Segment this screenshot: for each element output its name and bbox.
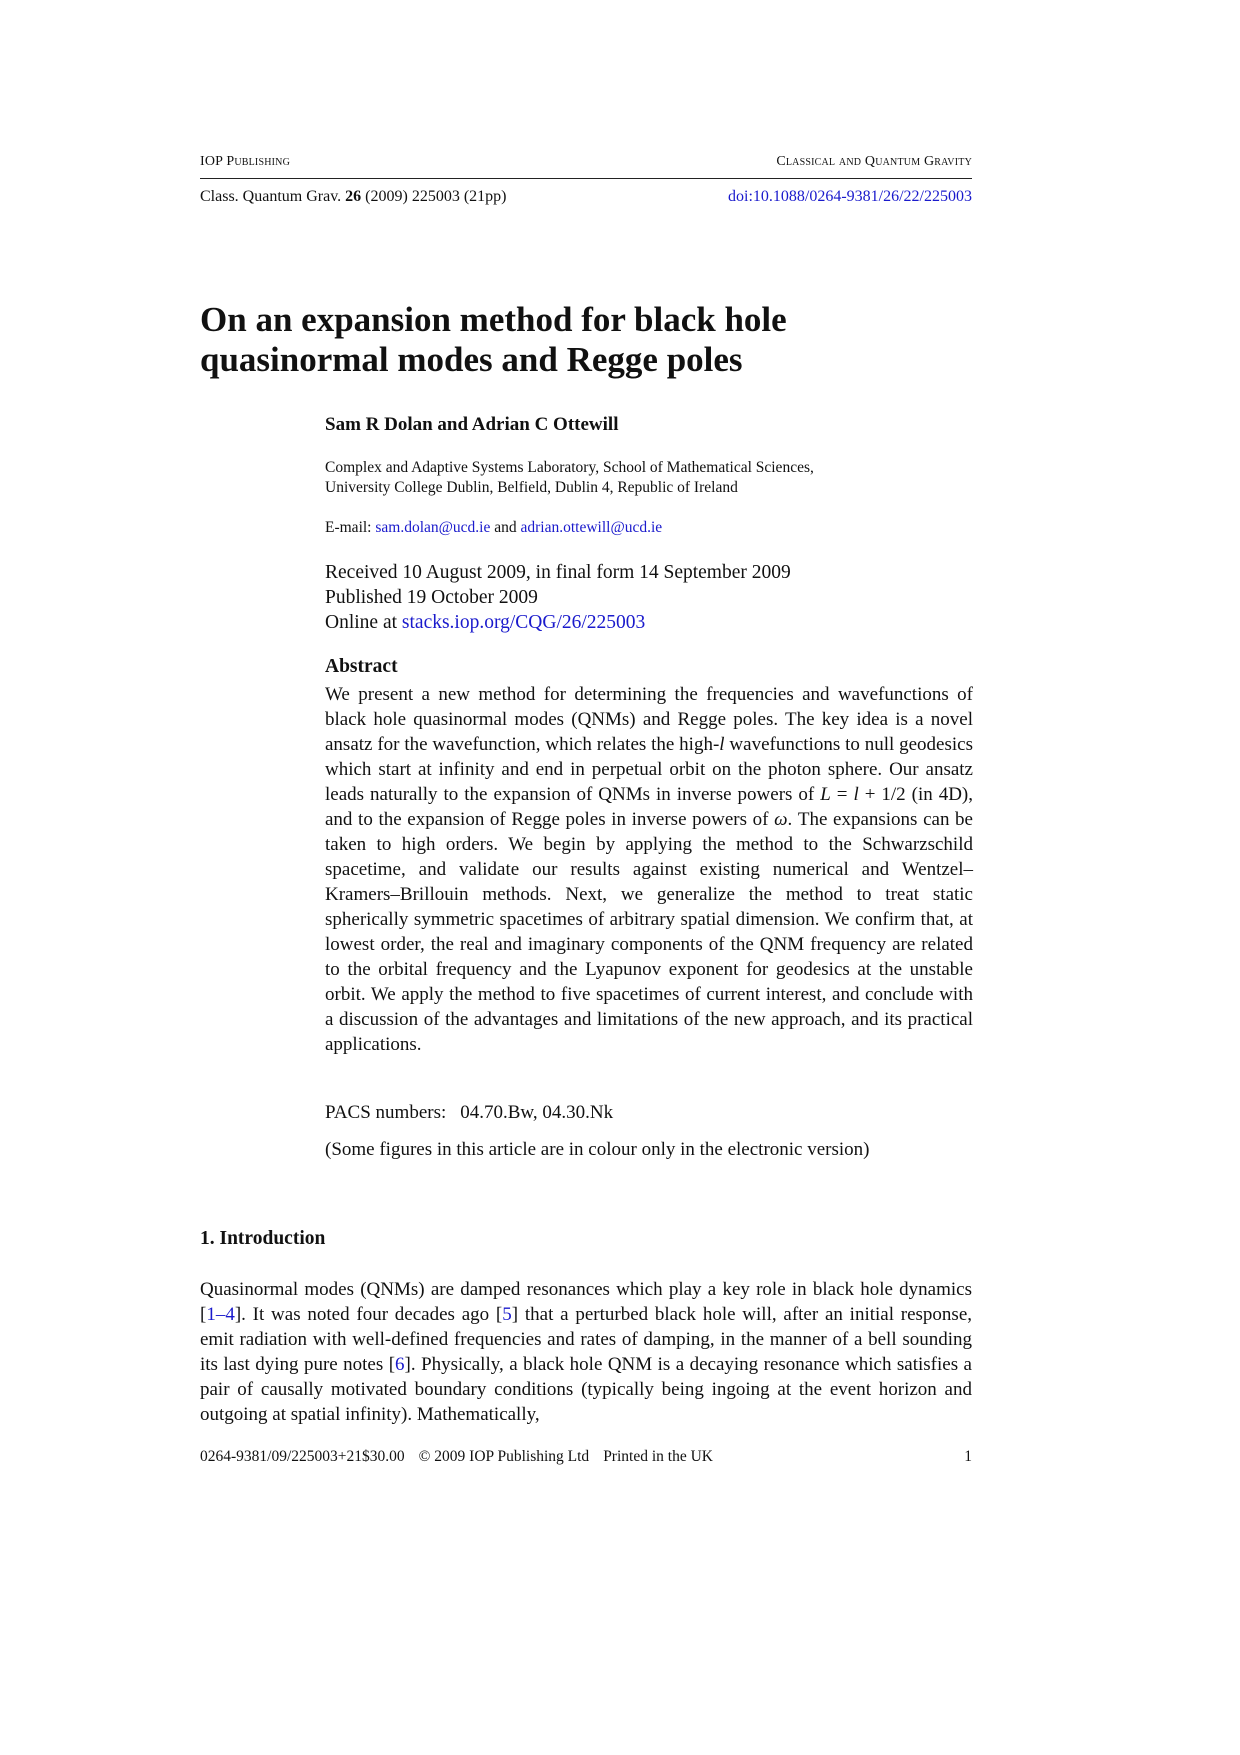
abstract-heading: Abstract bbox=[325, 656, 398, 677]
publication-dates bbox=[325, 560, 975, 635]
intro-text: ] that a perturbed black hole will, after an initial response, emit radiation with well-defined frequencies and rates of damping, in the manner of a bell sounding its last dying pure notes [ bbox=[200, 1304, 973, 1375]
email-label: E-mail: bbox=[325, 519, 372, 536]
citation-line bbox=[200, 188, 972, 206]
affiliation-line: Complex and Adaptive Systems Laboratory, School of Mathematical Sciences, bbox=[325, 459, 814, 476]
citation-suffix: (2009) 225003 (21pp) bbox=[361, 188, 507, 205]
online-line bbox=[325, 610, 975, 635]
colour-note: (Some figures in this article are in colour only in the electronic version) bbox=[325, 1139, 870, 1160]
math-L: L bbox=[820, 784, 831, 805]
journal-name: Classical and Quantum Gravity bbox=[776, 154, 972, 169]
intro-text: Quasinormal modes (QNMs) are damped resonances which play a key role in black hole dynamics [ bbox=[200, 1279, 972, 1325]
citation-link[interactable]: 5 bbox=[502, 1304, 512, 1325]
publisher-name: IOP Publishing bbox=[200, 154, 291, 169]
header-rule bbox=[200, 178, 972, 179]
received-date: Received 10 August 2009, in final form 14 September 2009 bbox=[325, 562, 791, 583]
email-link-2[interactable]: adrian.ottewill@ucd.ie bbox=[520, 519, 663, 536]
intro-text: ]. It was noted four decades ago [ bbox=[234, 1304, 503, 1325]
abstract-part: wavefunctions to null geodesics which start at infinity and end in perpetual orbit on the photon sphere. Our ansatz leads naturally to the expansion of QNMs in inverse powers of bbox=[325, 734, 973, 805]
citation-volume: 26 bbox=[345, 188, 362, 205]
citation-link[interactable]: 6 bbox=[395, 1354, 405, 1375]
published-date: Published 19 October 2009 bbox=[325, 587, 538, 608]
abstract-part: + 1/2 (in 4D), and to the expansion of Regge poles in inverse powers of bbox=[325, 784, 973, 830]
page-footer bbox=[200, 1448, 972, 1466]
footer-code: 0264-9381/09/225003+21$30.00 bbox=[200, 1448, 405, 1465]
pacs-values: 04.70.Bw, 04.30.Nk bbox=[460, 1102, 614, 1123]
introduction-paragraph bbox=[200, 1277, 972, 1427]
pacs-line bbox=[325, 1102, 975, 1124]
footer-printed: Printed in the UK bbox=[603, 1448, 713, 1465]
affiliation-line: University College Dublin, Belfield, Dublin 4, Republic of Ireland bbox=[325, 479, 738, 496]
abstract-part: We present a new method for determining the frequencies and wavefunctions of black hole quasinormal modes (QNMs) and Regge poles. The key idea is a novel ansatz for the wavefunction, which relates the high- bbox=[325, 684, 973, 755]
section-heading: 1. Introduction bbox=[200, 1228, 326, 1249]
math-l: l bbox=[853, 784, 859, 805]
paper-title: On an expansion method for black hole quasinormal modes and Regge poles bbox=[200, 300, 787, 379]
email-line bbox=[325, 519, 975, 537]
math-omega: ω bbox=[774, 809, 788, 830]
abstract-text bbox=[325, 682, 973, 1057]
email-and: and bbox=[494, 519, 517, 536]
email-link-1[interactable]: sam.dolan@ucd.ie bbox=[375, 519, 491, 536]
abstract-part: . The expansions can be taken to high orders. We begin by applying the method to the Schwarzschild spacetime, and validate our results against existing numerical and Wentzel–Kramers–Brillouin methods. Next, we generalize the method to treat static spherically symmetric spacetimes of arbitrary spatial dimension. We confirm that, at lowest order, the real and imaginary components of the QNM frequency are related to the orbital frequency and the Lyapunov exponent for geodesics at the unstable orbit. We apply the method to five spacetimes of current interest, and conclude with a discussion of the advantages and limitations of the new approach, and its practical applications. bbox=[325, 809, 973, 1055]
math-equals: = bbox=[830, 784, 854, 805]
footer-left bbox=[200, 1448, 727, 1466]
pacs-label: PACS numbers: bbox=[325, 1102, 447, 1123]
doi-link[interactable]: doi:10.1088/0264-9381/26/22/225003 bbox=[728, 188, 972, 205]
running-header bbox=[200, 154, 972, 170]
intro-text: ]. Physically, a black hole QNM is a decaying resonance which satisfies a pair of causally motivated boundary conditions (typically being ingoing at the event horizon and outgoing at spatial infinity). Mathematically, bbox=[200, 1354, 972, 1425]
online-label: Online at bbox=[325, 612, 402, 633]
citation bbox=[200, 188, 506, 206]
citation-link[interactable]: 1–4 bbox=[206, 1304, 235, 1325]
online-link[interactable]: stacks.iop.org/CQG/26/225003 bbox=[401, 612, 646, 633]
footer-copyright: © 2009 IOP Publishing Ltd bbox=[418, 1448, 590, 1465]
author-list: Sam R Dolan and Adrian C Ottewill bbox=[325, 414, 619, 435]
affiliation bbox=[325, 458, 975, 498]
citation-prefix: Class. Quantum Grav. bbox=[200, 188, 346, 205]
math-l: l bbox=[719, 734, 725, 755]
page-number: 1 bbox=[964, 1448, 972, 1465]
